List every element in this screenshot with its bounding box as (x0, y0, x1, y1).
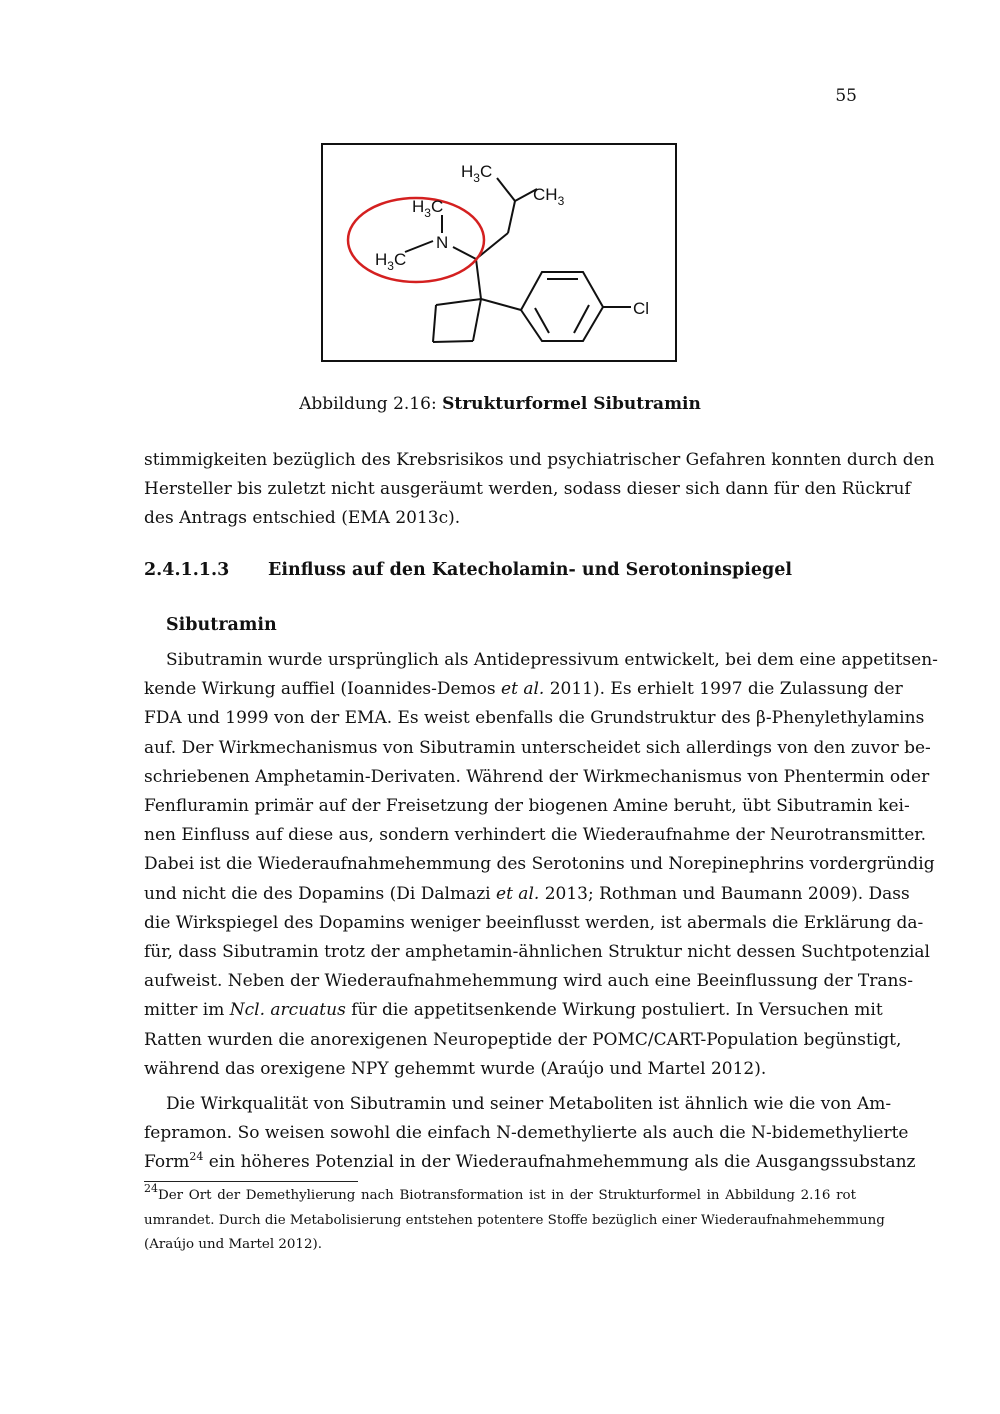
footnote-mark: 24 (144, 1182, 158, 1195)
footnote-24 (144, 1182, 885, 1258)
text-line: die Wirkspiegel des Dopamins weniger beeinflusst werden, ist abermals die Erklärung da- (144, 912, 924, 933)
text-line: FDA und 1999 von der EMA. Es weist ebenfalls die Grundstruktur des β-Phenylethylamins (144, 708, 925, 729)
label-h3c-n-top: $H_3C$ (412, 197, 444, 220)
text-line: stimmigkeiten bezüglich des Krebsrisikos und psychiatrischer Gefahren konnten durch den (144, 450, 935, 470)
text-line: Hersteller bis zuletzt nicht ausgeräumt werden, sodass dieser sich dann für den Rückruf (144, 479, 911, 500)
structure-figure (321, 143, 677, 362)
paragraph-2 (144, 646, 938, 1084)
footnote-ref: 24 (189, 1150, 204, 1164)
label-h3c-n-left: $H_3C$ (375, 250, 407, 273)
page-number: 55 (835, 86, 857, 106)
caption-title: Strukturformel Sibutramin (442, 394, 701, 414)
text-line: auf. Der Wirkmechanismus von Sibutramin unterscheidet sich allerdings von den zuvor be- (144, 737, 931, 758)
paragraph-3 (144, 1090, 916, 1178)
text-line: Dabei ist die Wiederaufnahmehemmung des Serotonins und Norepinephrins vordergründig (144, 854, 935, 875)
text-line: während das orexigene NPY gehemmt wurde (Araújo und Martel 2012). (144, 1058, 767, 1079)
atom-labels (375, 162, 649, 318)
text-line: schriebenen Amphetamin-Derivaten. Während der Wirkmechanismus von Phentermin oder (144, 766, 930, 787)
text-line: Sibutramin wurde ursprünglich als Antidepressivum entwickelt, bei dem eine appetitsen- (166, 650, 938, 670)
text-line: Ratten wurden die anorexigenen Neuropeptide der POMC/CART-Population begünstigt, (144, 1029, 902, 1050)
text-line: kende Wirkung auffiel (Ioannides-Demos et al. 2011). Es erhielt 1997 die Zulassung der (144, 679, 903, 700)
text-line: mitter im Ncl. arcuatus für die appetitsenkende Wirkung postuliert. In Versuchen mit (144, 1000, 883, 1021)
label-cl: Cl (633, 299, 650, 318)
text-line: fepramon. So weisen sowohl die einfach N-demethylierte als auch die N-bidemethylierte (144, 1123, 909, 1144)
paragraph-1 (144, 446, 935, 534)
subheading-sibutramin: Sibutramin (166, 615, 277, 635)
footnote-line: $^{24}$Der Ort der Demethylierung nach Biotransformation ist in der Strukturformel in Abbildung 2.16 rot (144, 1182, 856, 1203)
footnote-line: (Araújo und Martel 2012). (144, 1237, 322, 1252)
text-line: des Antrags entschied (EMA 2013c). (144, 508, 461, 529)
text-line: aufweist. Neben der Wiederaufnahmehemmung wird auch eine Beeinflussung der Trans- (144, 971, 913, 992)
text-line: Die Wirkqualität von Sibutramin und seiner Metaboliten ist ähnlich wie die von Am- (166, 1094, 892, 1114)
label-n: N (436, 233, 449, 252)
text-line: und nicht die des Dopamins (Di Dalmazi et al. 2013; Rothman und Baumann 2009). Dass (144, 883, 910, 904)
section-title: Einfluss auf den Katecholamin- und Serotoninspiegel (268, 560, 793, 580)
section-heading (144, 560, 792, 580)
caption-prefix: Abbildung 2.16: (299, 394, 437, 414)
label-ch3: $CH_3$ (533, 185, 565, 208)
text-line: nen Einfluss auf diese aus, sondern verhindert die Wiederaufnahme der Neurotransmitter. (144, 825, 926, 846)
text-line: Fenfluramin primär auf der Freisetzung der biogenen Amine beruht, übt Sibutramin kei- (144, 796, 910, 817)
section-number: 2.4.1.1.3 (144, 560, 230, 580)
figure-caption (0, 394, 1000, 414)
footnote-rule (144, 1181, 358, 1182)
sibutramin-structure-svg (323, 145, 675, 360)
text-line: Form$^{24}$ ein höheres Potenzial in der Wiederaufnahmehemmung als die Ausgangssubstanz (144, 1150, 916, 1173)
footnote-line: umrandet. Durch die Metabolisierung entstehen potentere Stoffe bezüglich einer Wiederaufnahmehemmung (144, 1212, 885, 1228)
text-line: für, dass Sibutramin trotz der amphetamin-ähnlichen Struktur nicht dessen Suchtpotenzial (144, 942, 930, 963)
label-h3c-top: $H_3C$ (461, 162, 493, 185)
